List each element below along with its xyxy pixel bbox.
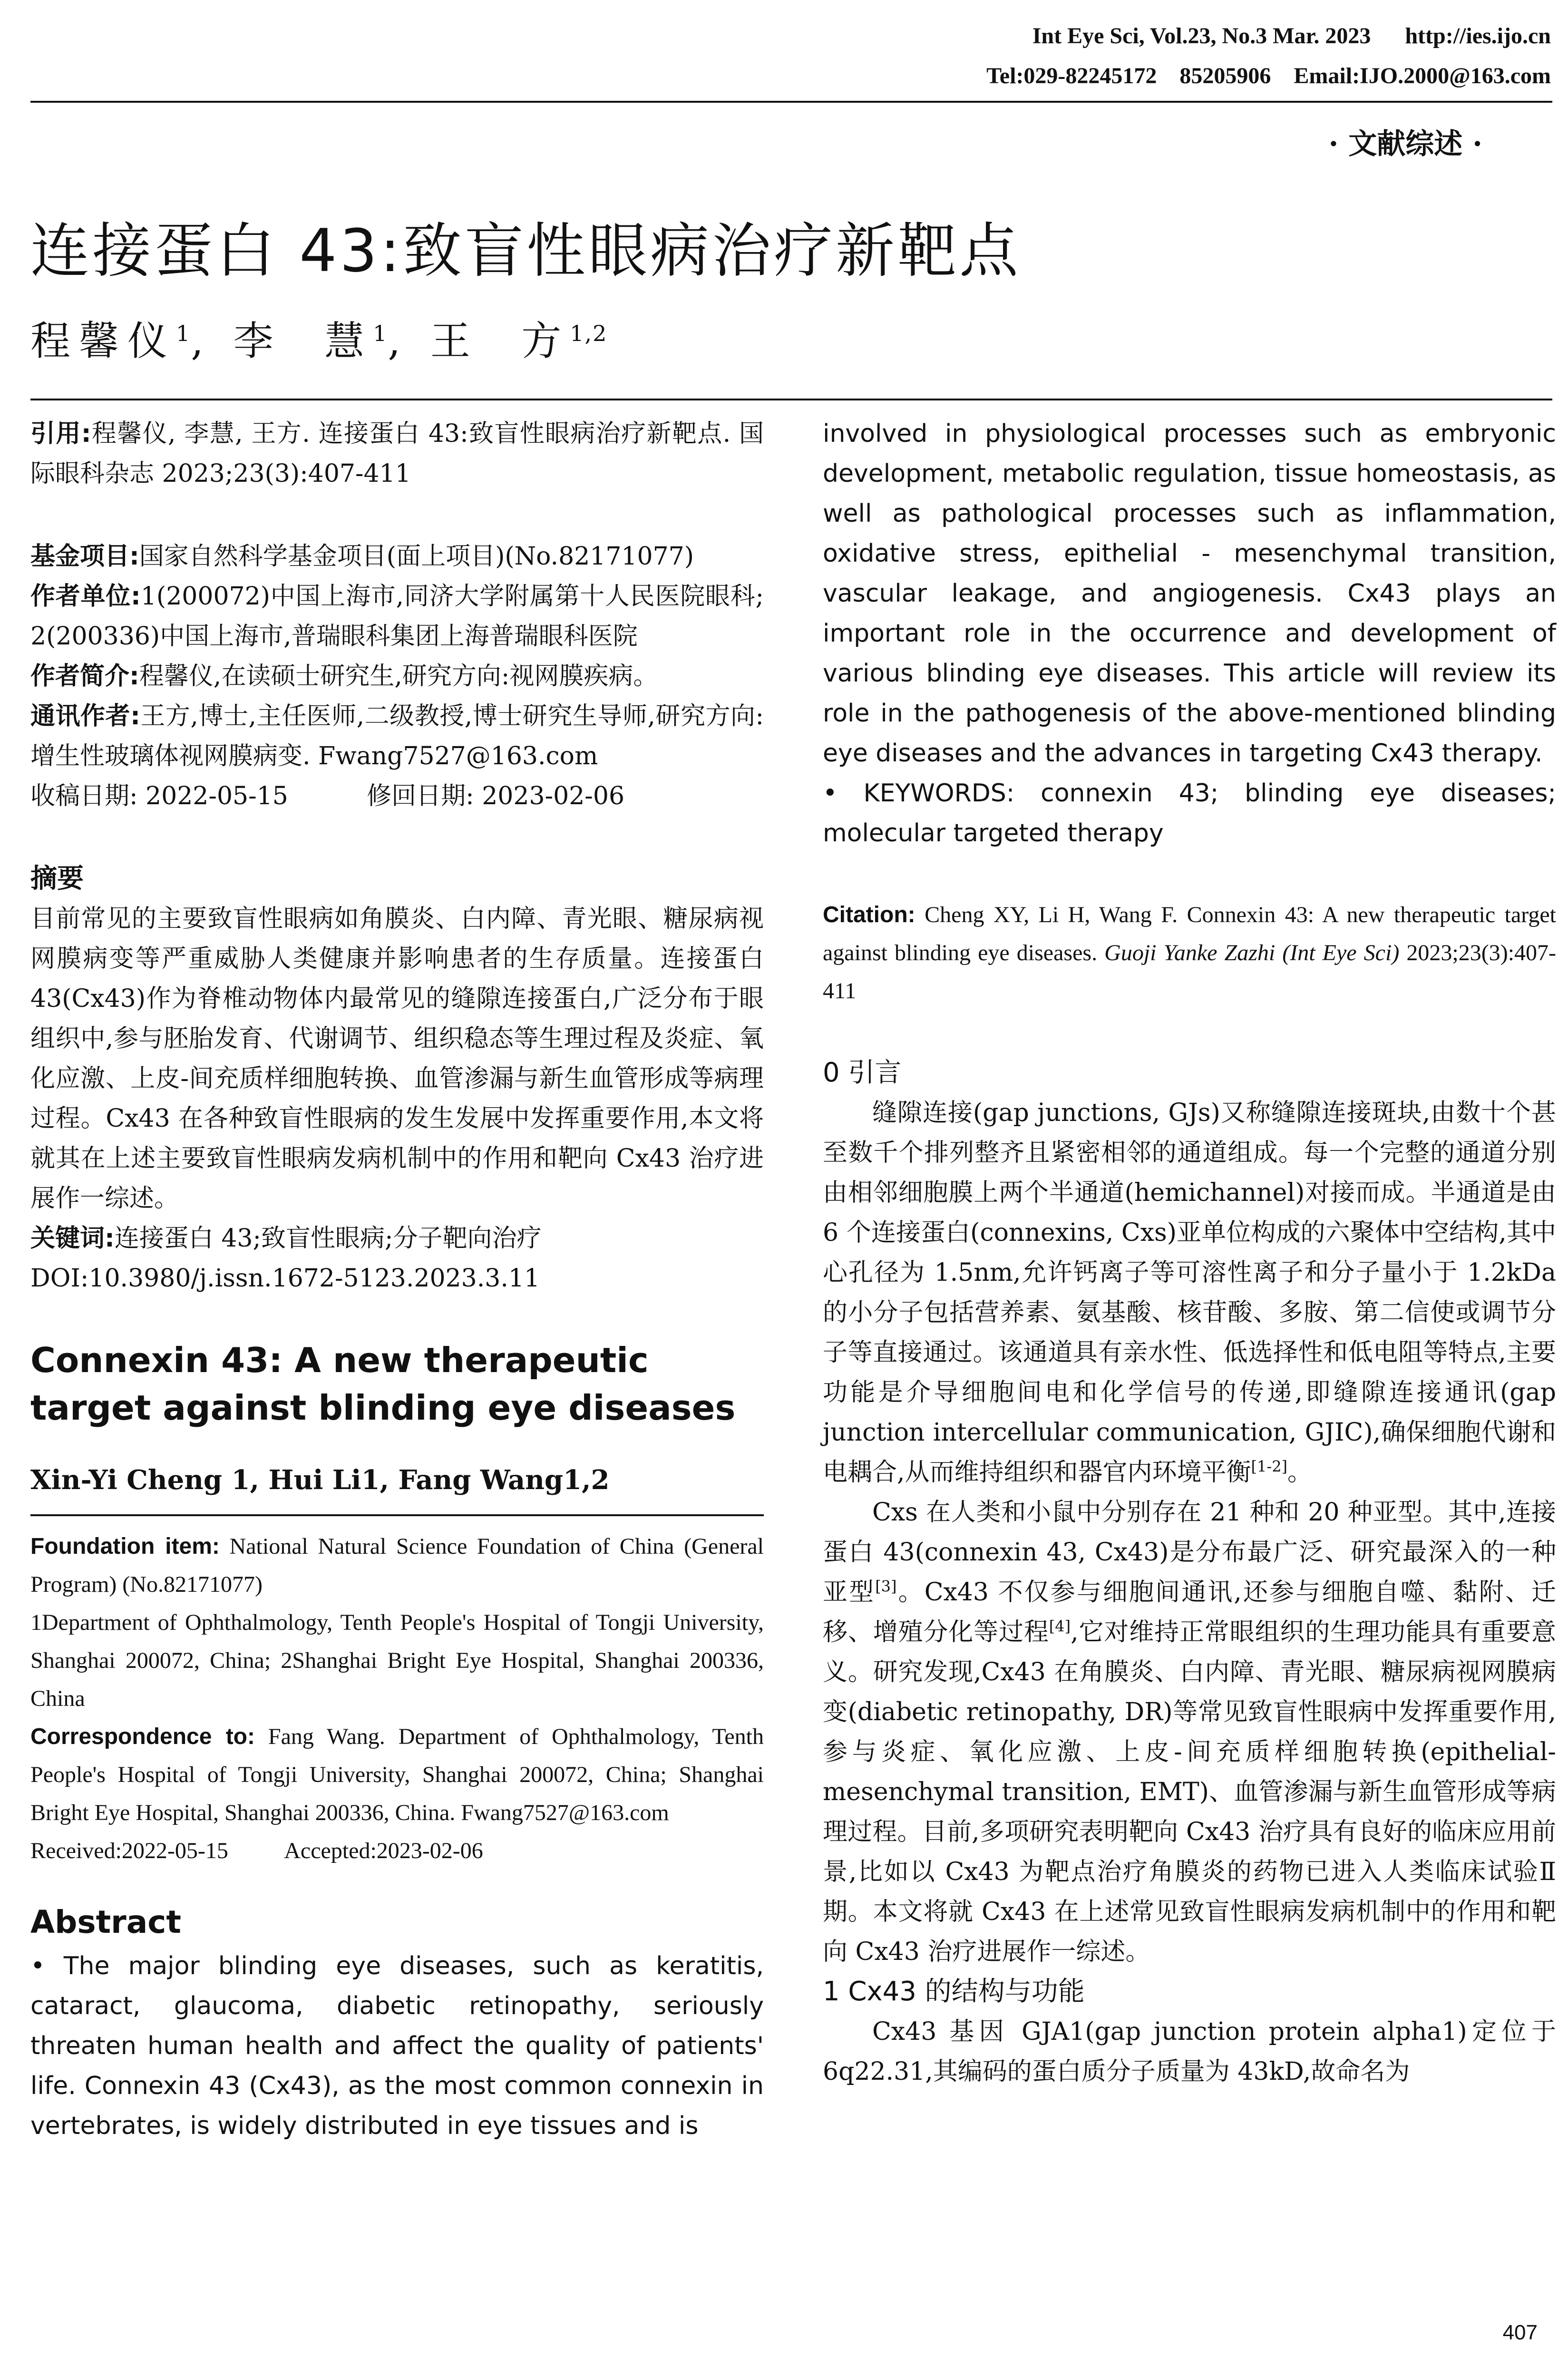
english-title: Connexin 43: A new therapeutic target against blinding eye diseases [30, 1340, 736, 1428]
section-0-heading: 0 引言 [823, 1057, 902, 1088]
reference-1-2: [1-2] [1251, 1457, 1288, 1476]
keywords-en: • KEYWORDS: connexin 43; blinding eye diseases; molecular targeted therapy [823, 779, 1556, 848]
english-authors-rule [30, 1514, 764, 1516]
section-tag: · 文献综述 · [1328, 127, 1482, 161]
dates-cn: 收稿日期: 2022-05-15 修回日期: 2023-02-06 [30, 782, 625, 810]
header-rule [30, 101, 1552, 103]
page-number: 407 [1502, 2321, 1538, 2344]
author-1: 程馨仪 [30, 318, 176, 364]
foundation-item-en: Foundation item: National Natural Science Foundation of China (General Program) (No.82171077) [30, 1534, 764, 1597]
corresponding-author: 通讯作者:王方,博士,主任医师,二级教授,博士研究生导师,研究方向:增生性玻璃体视网膜病变. Fwang7527@163.com [30, 702, 764, 770]
dates-en: Received:2022-05-15 Accepted:2023-02-06 [30, 1838, 483, 1863]
abstract-en-continued: involved in physiological processes such as embryonic development, metabolic regulation, tissue homeostasis, as well as pathological processes such as inflammation, oxidative stress, epithelial - mesenchymal transition, vascular leakage, and angiogenesis. Cx43 plays an important role in the occurrence and development of various blinding eye diseases. This article will review its role in the pathogenesis of the above-mentioned blinding eye diseases and the advances in targeting Cx43 therapy. [823, 419, 1556, 768]
doi: DOI:10.3980/j.issn.1672-5123.2023.3.11 [30, 1264, 540, 1293]
keywords-cn: 关键词:连接蛋白 43;致盲性眼病;分子靶向治疗 [30, 1224, 542, 1253]
title-rule [30, 399, 1552, 400]
reference-3: [3] [875, 1577, 897, 1596]
author-1-affil: 1 [176, 321, 191, 346]
article-title: 连接蛋白 43:致盲性眼病治疗新靶点 [30, 217, 1021, 285]
right-column [823, 414, 1556, 2092]
affiliations-en: 1Department of Ophthalmology, Tenth People's Hospital of Tongji University, Shanghai 200072, China; 2Shanghai Bright Eye Hospital, Shanghai 200336, China [30, 1610, 764, 1711]
correspondence-en: Correspondence to: Fang Wang. Department of Ophthalmology, Tenth People's Hospital of Tongji University, Shanghai 200072, China; Shanghai Bright Eye Hospital, Shanghai 200336, China. Fwang7527@163.com [30, 1724, 764, 1825]
citation-en: Citation: Cheng XY, Li H, Wang F. Connexin 43: A new therapeutic target against blinding eye diseases. Guoji Yanke Zazhi (Int Eye Sci) 2023;23(3):407-411 [823, 902, 1557, 1003]
citation-cn: 引用:程馨仪, 李慧, 王方. 连接蛋白 43:致盲性眼病治疗新靶点. 国际眼科杂志 2023;23(3):407-411 [30, 419, 764, 488]
author-2: 李 慧 [233, 318, 373, 364]
author-3-affil: 1,2 [570, 321, 608, 346]
english-authors: Xin-Yi Cheng 1, Hui Li1, Fang Wang1,2 [30, 1464, 610, 1496]
left-column [30, 414, 764, 2146]
author-units: 作者单位:1(200072)中国上海市,同济大学附属第十人民医院眼科; 2(200336)中国上海市,普瑞眼科集团上海普瑞眼科医院 [30, 582, 764, 651]
section-1-heading: 1 Cx43 的结构与功能 [823, 1976, 1085, 2007]
author-2-affil: 1 [373, 321, 388, 346]
journal-header-line1: Int Eye Sci, Vol.23, No.3 Mar. 2023 http://ies.ijo.cn [1032, 23, 1551, 49]
section-1-paragraph: Cx43 基因 GJA1(gap junction protein alpha1)定位于 6q22.31,其编码的蛋白质分子质量为 43kD,故命名为 [823, 2017, 1556, 2086]
intro-paragraph-2: Cxs 在人类和小鼠中分别存在 21 种和 20 种亚型。其中,连接蛋白 43(connexin 43, Cx43)是分布最广泛、研究最深入的一种亚型[3]。Cx43 不仅参与细胞间通讯,还参与细胞自噬、黏附、迁移、增殖分化等过程[4],它对维持正常眼组织的生理功能具有重要意义。研究发现,Cx43 在角膜炎、白内障、青光眼、糖尿病视网膜病变(diabetic retinopathy, DR)等常见致盲性眼病中发挥重要作用,参与炎症、氧化应激、上皮-间充质样细胞转换(epithelial-mesenchymal transition, EMT)、血管渗漏与新生血管形成等病理过程。目前,多项研究表明靶向 Cx43 治疗具有良好的临床应用前景,比如以 Cx43 为靶点治疗角膜炎的药物已进入人类临床试验Ⅱ期。本文将就 Cx43 在上述常见致盲性眼病发病机制中的作用和靶向 Cx43 治疗进展作一综述。 [823, 1498, 1556, 1966]
author-intro: 作者简介:程馨仪,在读硕士研究生,研究方向:视网膜疾病。 [30, 662, 658, 691]
reference-4: [4] [1049, 1617, 1071, 1636]
abstract-en-heading: Abstract [30, 1904, 181, 1940]
author-3: 王 方 [430, 318, 570, 364]
intro-paragraph-1: 缝隙连接(gap junctions, GJs)又称缝隙连接斑块,由数十个甚至数千个排列整齐且紧密相邻的通道组成。每一个完整的通道分别由相邻细胞膜上两个半通道(hemichannel)对接而成。半通道是由 6 个连接蛋白(connexins, Cxs)亚单位构成的六聚体中空结构,其中心孔径为 1.5nm,允许钙离子等可溶性离子和分子量小于 1.2kDa的小分子包括营养素、氨基酸、核苷酸、多胺、第二信使或调节分子等直接通过。该通道具有亲水性、低选择性和低电阻等特点,主要功能是介导细胞间电和化学信号的传递,即缝隙连接通讯(gap junction intercellular communication, GJIC),确保细胞代谢和电耦合,从而维持组织和器官内环境平衡[1-2]。 [823, 1099, 1556, 1487]
abstract-cn-heading: 摘要 [30, 863, 84, 894]
fund-info: 基金项目:国家自然科学基金项目(面上项目)(No.82171077) [30, 542, 694, 571]
authors-line: 程馨仪$^1$, 李 慧$^1$, 王 方$^{1,2}$ [30, 318, 608, 364]
abstract-cn-text: 目前常见的主要致盲性眼病如角膜炎、白内障、青光眼、糖尿病视网膜病变等严重威胁人类健康并影响患者的生存质量。连接蛋白 43(Cx43)作为脊椎动物体内最常见的缝隙连接蛋白,广泛分布于眼组织中,参与胚胎发育、代谢调节、组织稳态等生理过程及炎症、氧化应激、上皮-间充质样细胞转换、血管渗漏与新生血管形成等病理过程。Cx43 在各种致盲性眼病的发生发展中发挥重要作用,本文将就其在上述主要致盲性眼病发病机制中的作用和靶向 Cx43 治疗进展作一综述。 [30, 905, 764, 1213]
abstract-en-text: • The major blinding eye diseases, such as keratitis, cataract, glaucoma, diabetic retinopathy, seriously threaten human health and affect the quality of patients' life. Connexin 43 (Cx43), as the most common connexin in vertebrates, is widely distributed in eye tissues and is [30, 1952, 764, 2140]
journal-header-line2: Tel:029-82245172 85205906 Email:IJO.2000@163.com [986, 63, 1551, 88]
